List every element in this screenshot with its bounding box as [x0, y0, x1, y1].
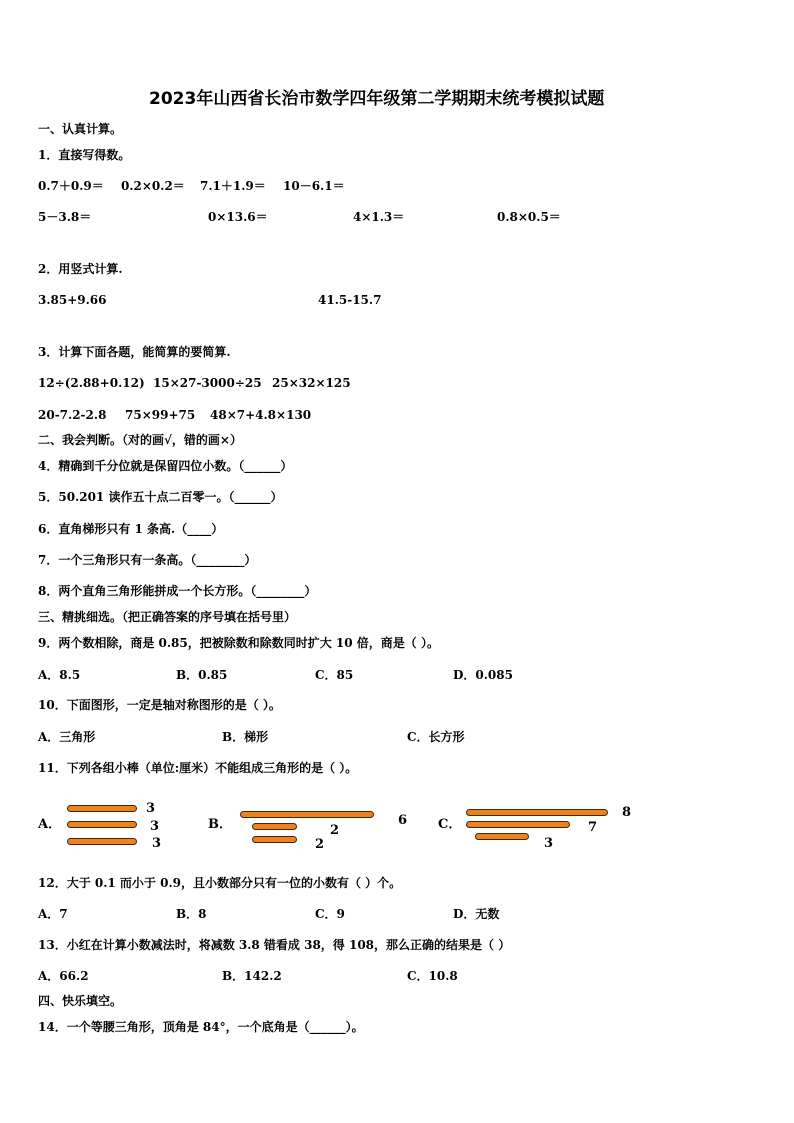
q9-stem: 9．两个数相除，商是 0.85，把被除数和除数同时扩大 10 倍，商是（ ）。 [38, 636, 439, 650]
section-3-heading: 三、精挑细选。（把正确答案的序号填在括号里） [38, 610, 297, 624]
q12-option-d: D．无数 [453, 907, 500, 921]
stick-c-1 [466, 809, 608, 816]
q11-option-a-label: A． [38, 817, 62, 832]
stick-a-3-length: 3 [152, 836, 162, 851]
q3-item: 15×27-3000÷25 [153, 376, 262, 390]
q3-item: 75×99+75 [125, 408, 196, 422]
q13-option-c: C．10.8 [407, 969, 458, 983]
q9-option-d: D．0.085 [453, 668, 513, 682]
q14-text: 14．一个等腰三角形，顶角是 84°，一个底角是（______）。 [38, 1020, 364, 1034]
q12-option-b: B．8 [176, 907, 207, 921]
q10-option-c: C．长方形 [407, 730, 465, 744]
stick-b-3 [252, 836, 297, 843]
q11-option-b-label: B． [208, 817, 232, 832]
q3-item: 25×32×125 [272, 376, 351, 390]
stick-a-2 [67, 821, 137, 828]
q12-option-a: A．7 [38, 907, 68, 921]
stick-a-1-length: 3 [146, 801, 156, 816]
q4-text: 4．精确到千分位就是保留四位小数。（______） [38, 459, 293, 473]
q12-stem: 12．大于 0.1 而小于 0.9，且小数部分只有一位的小数有（ ）个。 [38, 876, 402, 890]
q10-option-b: B．梯形 [222, 730, 269, 744]
stick-c-2 [466, 821, 570, 828]
q1-item: 4×1.3＝ [353, 210, 405, 224]
q11-option-c-label: C． [438, 817, 462, 832]
q9-option-b: B．0.85 [176, 668, 228, 682]
q1-stem: 1．直接写得数。 [38, 148, 131, 162]
stick-b-1-length: 6 [398, 813, 408, 828]
q1-item: 0.7＋0.9＝ [38, 179, 104, 193]
q13-option-b: B．142.2 [222, 969, 282, 983]
stick-c-2-length: 7 [588, 820, 598, 835]
stick-c-3 [475, 833, 529, 840]
q1-item: 7.1＋1.9＝ [200, 179, 266, 193]
page-title: 2023年山西省长治市数学四年级第二学期期末统考模拟试题 [149, 89, 605, 109]
q1-item: 10－6.1＝ [283, 179, 345, 193]
q13-option-a: A．66.2 [38, 969, 89, 983]
q5-text: 5．50.201 读作五十点二百零一。（______） [38, 490, 283, 504]
stick-a-2-length: 3 [150, 819, 160, 834]
section-4-heading: 四、快乐填空。 [38, 994, 123, 1008]
stick-a-3 [67, 838, 137, 845]
q1-item: 0.2×0.2＝ [121, 179, 185, 193]
q2-item: 3.85+9.66 [38, 293, 107, 307]
stick-a-1 [67, 805, 137, 812]
section-1-heading: 一、认真计算。 [38, 122, 123, 136]
q1-item: 0×13.6＝ [208, 210, 268, 224]
q3-item: 20-7.2-2.8 [38, 408, 107, 422]
stick-b-2-length: 2 [330, 823, 340, 838]
q7-text: 7．一个三角形只有一条高。（________） [38, 553, 257, 567]
q3-item: 12÷(2.88+0.12) [38, 376, 145, 390]
q11-stem: 11．下列各组小棒（单位:厘米）不能组成三角形的是（ ）。 [38, 761, 358, 775]
stick-c-1-length: 8 [622, 805, 632, 820]
q10-option-a: A．三角形 [38, 730, 96, 744]
q3-item: 48×7+4.8×130 [210, 408, 312, 422]
q10-stem: 10．下面图形，一定是轴对称图形的是（ ）。 [38, 698, 281, 712]
q2-item: 41.5-15.7 [318, 293, 382, 307]
q12-option-c: C．9 [315, 907, 345, 921]
q3-stem: 3．计算下面各题，能简算的要简算. [38, 345, 231, 359]
q1-item: 5－3.8＝ [38, 210, 92, 224]
q8-text: 8．两个直角三角形能拼成一个长方形。（________） [38, 584, 317, 598]
section-2-heading: 二、我会判断。（对的画√，错的画×） [38, 433, 242, 447]
stick-b-3-length: 2 [315, 837, 325, 852]
stick-b-2 [252, 823, 297, 830]
q9-option-c: C．85 [315, 668, 354, 682]
stick-c-3-length: 3 [544, 836, 554, 851]
q9-option-a: A．8.5 [38, 668, 81, 682]
q2-stem: 2．用竖式计算. [38, 262, 123, 276]
q1-item: 0.8×0.5＝ [497, 210, 561, 224]
stick-b-1 [240, 811, 374, 818]
q6-text: 6．直角梯形只有 1 条高.（____） [38, 522, 224, 536]
q13-stem: 13．小红在计算小数减法时，将减数 3.8 错看成 38，得 108，那么正确的结果是（ ） [38, 938, 511, 952]
